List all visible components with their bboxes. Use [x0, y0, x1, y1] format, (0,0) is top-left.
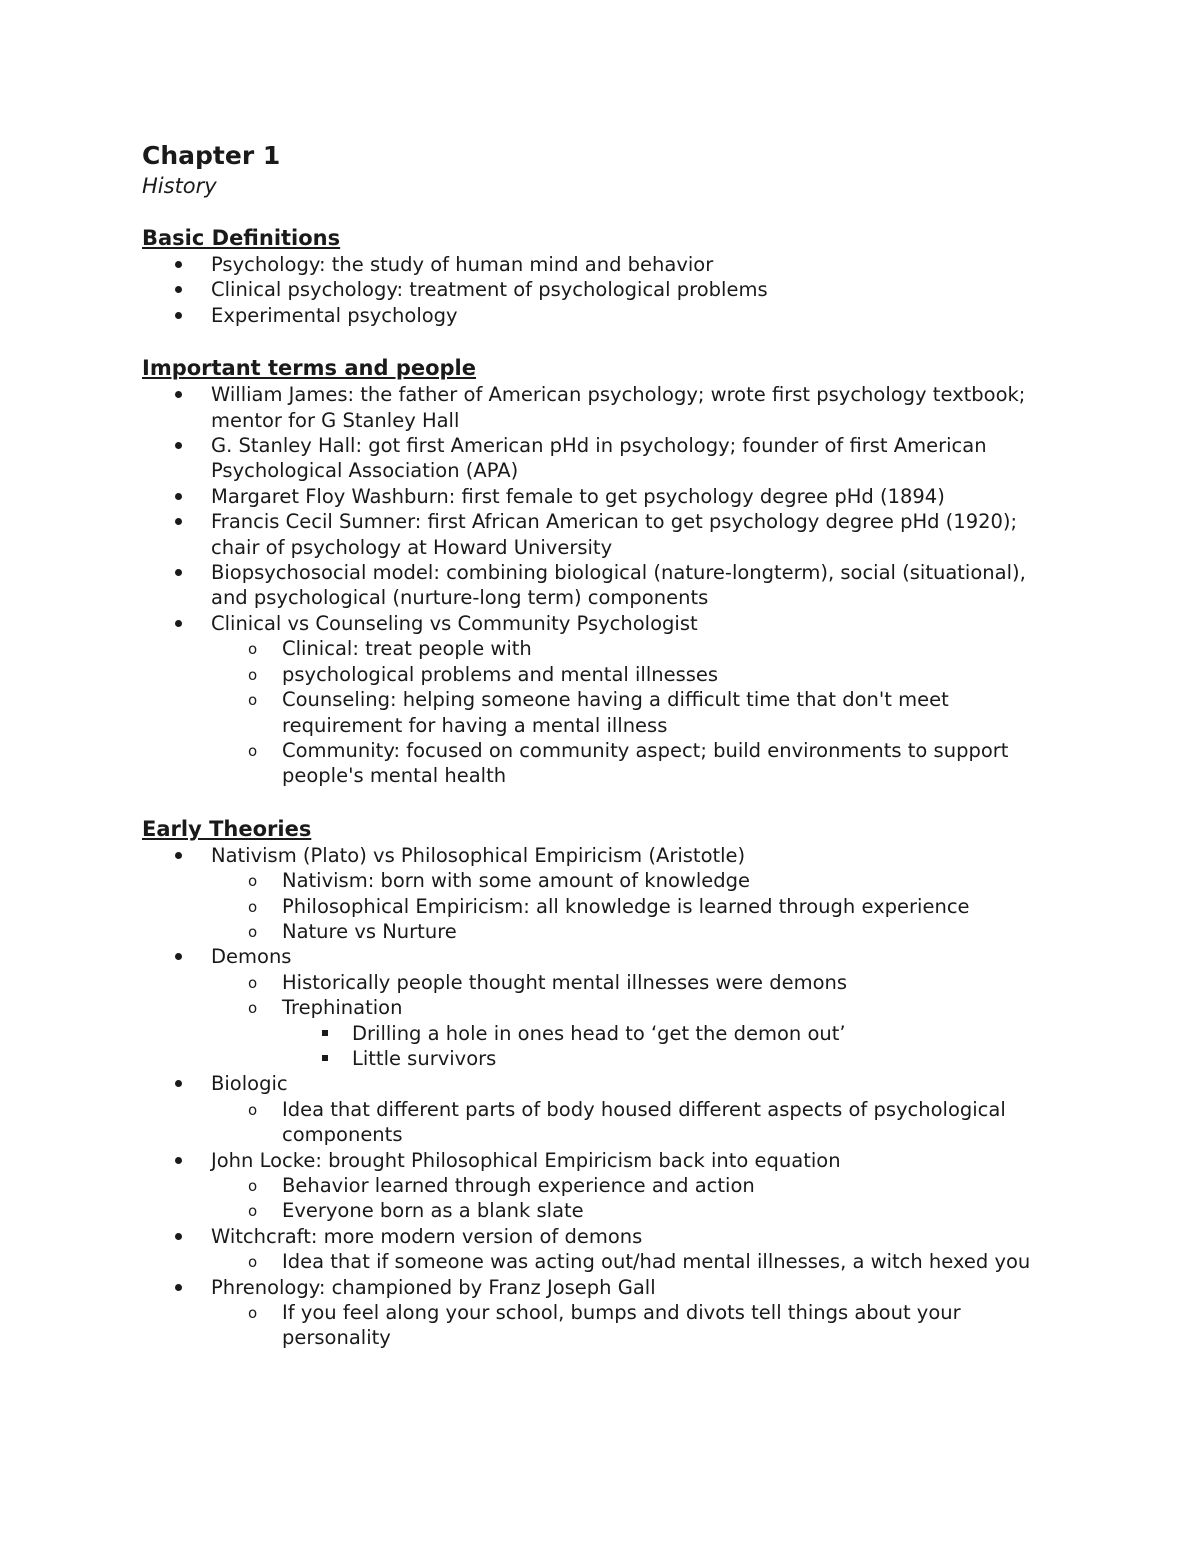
bullet-text: Philosophical Empiricism: all knowledge is learned through experience — [282, 894, 970, 918]
sub-bullet-item — [282, 636, 1062, 661]
bullet-list-level-1 — [142, 382, 1062, 789]
document-title: Chapter 1 — [142, 141, 281, 170]
bullet-list-level-2 — [142, 1097, 1062, 1148]
bullet-text: Historically people thought mental illnesses were demons — [282, 970, 848, 994]
sub-bullet-item — [282, 738, 1062, 789]
bullet-text: Clinical vs Counseling vs Community Psychologist — [211, 611, 698, 635]
sub-bullet-item — [282, 1097, 1062, 1148]
bullet-list-level-3 — [282, 1021, 1062, 1072]
sub-bullet-item — [282, 1198, 1062, 1223]
bullet-text: Nature vs Nurture — [282, 919, 457, 943]
bullet-list-level-2 — [142, 868, 1062, 944]
bullet-list-level-1 — [142, 252, 1062, 328]
bullet-item — [142, 382, 1062, 433]
bullet-text: Nativism (Plato) vs Philosophical Empiricism (Aristotle) — [211, 843, 746, 867]
bullet-text: Everyone born as a blank slate — [282, 1199, 584, 1223]
bullet-text: Margaret Floy Washburn: first female to get psychology degree pHd (1894) — [211, 484, 945, 508]
bullet-item — [142, 944, 1062, 1071]
bullet-item — [142, 611, 1062, 789]
bullet-text: Idea that different parts of body housed different aspects of psychological components — [282, 1097, 1006, 1147]
bullet-text: Nativism: born with some amount of knowledge — [282, 869, 750, 893]
bullet-item — [142, 252, 1062, 277]
bullet-item — [142, 509, 1062, 560]
bullet-item — [142, 1148, 1062, 1224]
bullet-item — [142, 1275, 1062, 1351]
bullet-list-level-2 — [142, 1249, 1062, 1274]
sub-sub-bullet-item — [352, 1021, 1062, 1046]
bullet-text: Biologic — [211, 1072, 288, 1096]
section-heading: Basic Definitions — [142, 226, 341, 250]
bullet-text: Psychology: the study of human mind and behavior — [211, 253, 714, 276]
document-subtitle: History — [142, 174, 217, 198]
bullet-item — [142, 1224, 1062, 1275]
bullet-text: If you feel along your school, bumps and divots tell things about your personality — [282, 1301, 961, 1350]
bullet-text: Phrenology: championed by Franz Joseph Gall — [211, 1275, 656, 1299]
bullet-text: Experimental psychology — [211, 303, 458, 327]
bullet-text: William James: the father of American psychology; wrote first psychology textbook; mentor for G Stanley Hall — [211, 383, 1026, 432]
bullet-item — [142, 303, 1062, 328]
bullet-item — [142, 484, 1062, 509]
sub-sub-bullet-item — [352, 1046, 1062, 1071]
sub-bullet-item — [282, 687, 1062, 738]
sub-bullet-item — [282, 919, 1062, 944]
bullet-list-level-2 — [142, 1173, 1062, 1224]
bullet-item — [142, 433, 1062, 484]
bullet-item — [142, 843, 1062, 945]
sub-bullet-item — [282, 868, 1062, 893]
sub-bullet-item — [282, 894, 1062, 919]
bullet-text: Witchcraft: more modern version of demons — [211, 1224, 643, 1248]
section-heading: Early Theories — [142, 816, 312, 841]
bullet-text: Counseling: helping someone having a difficult time that don't meet requirement for having a mental illness — [282, 688, 949, 737]
sections-container — [142, 224, 1062, 1351]
bullet-text: Trephination — [282, 996, 403, 1020]
sub-bullet-item — [282, 995, 1062, 1071]
bullet-list-level-1 — [142, 843, 1062, 1351]
sub-bullet-item — [282, 1173, 1062, 1198]
bullet-text: Clinical psychology: treatment of psychological problems — [211, 278, 768, 302]
bullet-list-level-2 — [142, 1300, 1062, 1351]
bullet-text: Francis Cecil Sumner: first African American to get psychology degree pHd (1920); chair of psychology at Howard University — [211, 510, 1018, 559]
sub-bullet-item — [282, 970, 1062, 995]
document-page — [142, 140, 1062, 1351]
bullet-text: G. Stanley Hall: got first American pHd in psychology; founder of first American Psychological Association (APA) — [211, 434, 987, 483]
bullet-text: Idea that if someone was acting out/had mental illnesses, a witch hexed you — [282, 1250, 1031, 1274]
section-heading: Important terms and people — [142, 356, 476, 381]
bullet-item — [142, 277, 1062, 302]
bullet-text: Behavior learned through experience and action — [282, 1174, 755, 1197]
bullet-text: John Locke: brought Philosophical Empiricism back into equation — [211, 1148, 841, 1172]
bullet-list-level-2 — [142, 970, 1062, 1072]
bullet-text: Biopsychosocial model: combining biological (nature-longterm), social (situational), and psychological (nurture-long term) components — [211, 561, 1026, 610]
sub-bullet-item — [282, 662, 1062, 687]
bullet-text: psychological problems and mental illnesses — [282, 662, 719, 686]
bullet-item — [142, 1071, 1062, 1147]
bullet-text: Demons — [211, 945, 292, 969]
sub-bullet-item — [282, 1249, 1062, 1274]
bullet-list-level-2 — [142, 636, 1062, 788]
bullet-text: Community: focused on community aspect; build environments to support people's mental health — [282, 738, 1009, 788]
bullet-text: Little survivors — [352, 1046, 497, 1070]
sub-bullet-item — [282, 1300, 1062, 1351]
bullet-text: Drilling a hole in ones head to ‘get the demon out’ — [352, 1021, 846, 1045]
bullet-item — [142, 560, 1062, 611]
bullet-text: Clinical: treat people with — [282, 637, 532, 661]
